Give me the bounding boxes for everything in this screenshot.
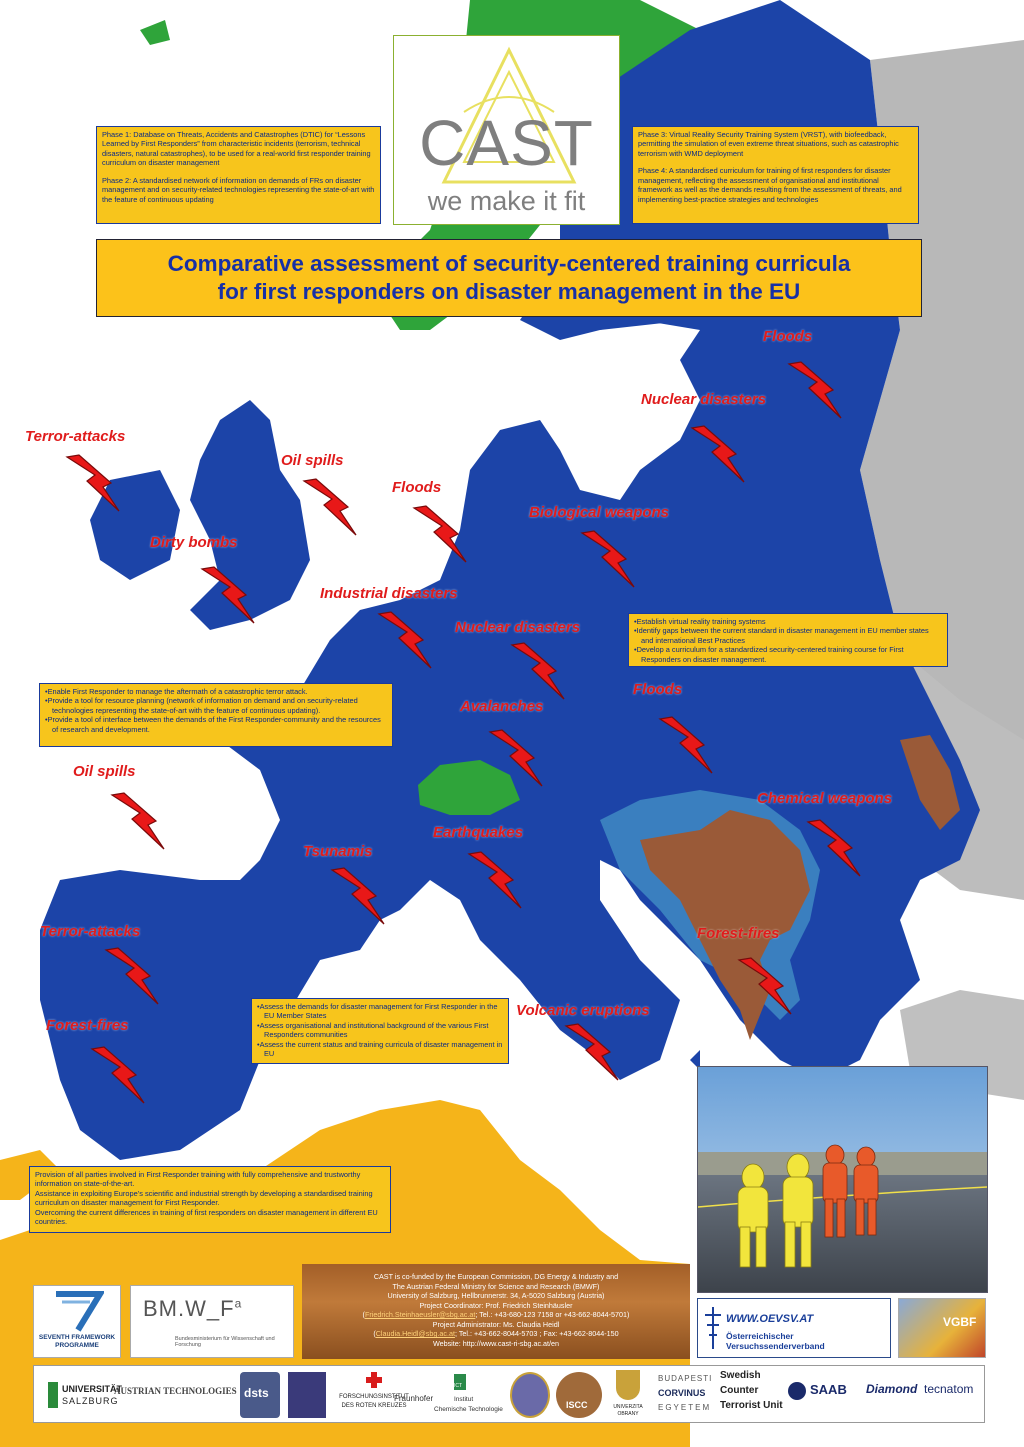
- bolt-icon: [200, 565, 262, 631]
- bolt-icon: [690, 424, 752, 490]
- phase-4-text: Phase 4: A standardised curriculum for training of first responders for disaster management, reflecting the assessment of organisational and institutional framework as well as the demands resulting from the assessment of threats, and implementing best-practice strategies and technologies: [638, 166, 902, 204]
- cast-wordmark: CAST: [419, 107, 594, 179]
- diamond-aircraft-logo: [854, 1378, 920, 1408]
- project-info-box: [302, 1264, 690, 1359]
- uni-salzburg-line-2: SALZBURG: [62, 1396, 119, 1406]
- list-item: • Assess the current status and training curricula of disaster management in EU: [257, 1040, 503, 1059]
- list-item: • Enable First Responder to manage the aftermath of a catastrophic terror attack.: [45, 687, 387, 696]
- bolt-icon: [806, 818, 868, 884]
- cast-tagline: we make it fit: [427, 186, 586, 216]
- red-cross-icon: [366, 1372, 382, 1388]
- list-item: • Provide a tool for resource planning (network of information on demand and on security-related technologies representing the state-of-art with the feature of continuous updating).: [45, 696, 387, 715]
- corvinus-logo: [658, 1372, 718, 1418]
- info-line: University of Salzburg, Hellbrunnerstr. 34, A-5020 Salzburg (Austria): [387, 1291, 605, 1300]
- ict-institute-line-2: Chemische Technologie: [434, 1406, 503, 1413]
- info-line: The Austrian Federal Ministry for Science and Research (BMWF): [392, 1281, 600, 1291]
- hazard-label-terror-spain: Terror-attacks: [40, 923, 141, 940]
- info-line: CAST is co-funded by the European Commission, DG Energy & Industry and: [373, 1272, 619, 1281]
- partner-logo-row: [33, 1365, 985, 1423]
- shield-icon: [616, 1370, 640, 1400]
- list-item: • Establish virtual reality training systems: [634, 617, 942, 626]
- list-item: • Provide a tool of interface between the demands of the First Responder-community and the resources of research and development.: [45, 715, 387, 734]
- vgbf-logo: [898, 1298, 986, 1358]
- iscc-logo: [556, 1372, 602, 1418]
- phase-1-text: Phase 1: Database on Threats, Accidents and Catastrophes (DTIC) for “Lessons Learned by First Responders” from characteristic incidents (terrorism, technical disasters, natural catastrophes), to be used for a real-world first responder training curriculum on disaster management: [102, 130, 371, 168]
- fp7-label-2: PROGRAMME: [55, 1342, 99, 1349]
- hazard-label-forest-balkans: Forest-fires: [697, 925, 780, 942]
- bolt-icon: [412, 504, 474, 570]
- saab-wordmark: SAAB: [810, 1382, 847, 1397]
- phase-box-right: [632, 126, 919, 224]
- hazard-label-chemical: Chemical weapons: [757, 790, 893, 807]
- list-item: • Assess the demands for disaster management for First Responder in the EU Member States: [257, 1002, 503, 1021]
- fp7-seven-icon: [52, 1290, 104, 1332]
- corvinus-line-3: EGYETEM: [658, 1403, 712, 1412]
- provision-line-2: Assistance in exploiting Europe’s scientific and industrial strength by developing a standardised training curriculum on disaster management for First Responder.: [35, 1188, 373, 1208]
- hazard-label-oil-north: Oil spills: [281, 452, 344, 469]
- info-line: (Claudia.Heidl@sbg.ac.at; Tel.: +43-662-8044-5703 ; Fax: +43-662-8044-150: [373, 1329, 619, 1338]
- sctu-line-1: Swedish: [720, 1370, 761, 1381]
- poster-title: [96, 239, 922, 317]
- corvinus-line-1: BUDAPESTI: [658, 1374, 713, 1383]
- vgbf-wordmark: VGBF: [943, 1315, 977, 1329]
- coordinator-email-link[interactable]: Friedrich.Steinhaeusler@sbg.ac.at: [364, 1310, 476, 1319]
- hazmat-photo: [697, 1066, 988, 1293]
- hazard-label-industrial: Industrial disasters: [320, 585, 458, 602]
- univerzita-obrany-logo: [606, 1370, 650, 1422]
- bmwf-logo: [130, 1285, 294, 1358]
- phase-3-text: Phase 3: Virtual Reality Security Training System (VRST), with biofeedback, permitting the simulation of even extreme threat situations, such as catastrophic terrorism with WMD deployment: [638, 130, 899, 158]
- antenna-icon: [702, 1305, 724, 1351]
- bolt-icon: [104, 946, 166, 1012]
- hazard-label-nuclear-north: Nuclear disasters: [641, 391, 767, 408]
- bolt-icon: [580, 529, 642, 595]
- saab-logo: [788, 1378, 850, 1408]
- hazard-label-dirty-bombs: Dirty bombs: [150, 534, 238, 551]
- austrian-technologies-logo: AUSTRIAN TECHNOLOGIES: [114, 1386, 237, 1396]
- uni-salzburg-line-1: UNIVERSITÄT: [62, 1384, 123, 1394]
- fraunhofer-wordmark: Fraunhofer: [394, 1394, 434, 1403]
- hazard-label-floods-east: Floods: [633, 681, 683, 698]
- bolt-icon: [90, 1045, 152, 1111]
- oevsv-logo: [697, 1298, 891, 1358]
- tecnatom-logo: [918, 1380, 984, 1406]
- hazard-label-forest-spain: Forest-fires: [46, 1017, 129, 1034]
- bolt-icon: [488, 728, 550, 794]
- phase-2-text: Phase 2: A standardised network of information on demands of FRs on disaster management and on security-related technologies representing the state-of-art with the feature of continuous updating: [102, 175, 375, 204]
- bolt-icon: [65, 453, 127, 519]
- bolt-icon: [510, 641, 572, 707]
- hazard-label-floods-nl: Floods: [392, 479, 442, 496]
- hazard-label-floods-ne: Floods: [763, 328, 813, 345]
- bmwf-sup: a: [234, 1296, 243, 1311]
- fraunhofer-ict-logo: [394, 1370, 504, 1420]
- ict-institute-line-1: Institut: [454, 1396, 474, 1403]
- sctu-line-3: Terrorist Unit: [720, 1400, 783, 1411]
- list-item: • Develop a curriculum for a standardized security-centered training course for First Responders on disaster management.: [634, 645, 942, 664]
- hazard-label-earthquakes: Earthquakes: [433, 824, 524, 841]
- provision-box: [29, 1166, 391, 1233]
- bolt-icon: [377, 610, 439, 676]
- military-crest-icon: [288, 1372, 326, 1418]
- univerzita-line-2: OBRANY: [617, 1411, 639, 1417]
- sctu-line-2: Counter: [720, 1385, 759, 1396]
- dsts-logo: [240, 1372, 280, 1418]
- iscc-wordmark: ISCC: [566, 1400, 588, 1410]
- tecnatom-wordmark: tecnatom: [924, 1382, 974, 1396]
- info-line: Project Administrator: Ms. Claudia Heidl: [432, 1319, 560, 1329]
- bolt-icon: [302, 477, 364, 543]
- bolt-icon: [737, 956, 799, 1022]
- hazard-label-terror-uk: Terror-attacks: [25, 428, 126, 445]
- fp7-logo: [33, 1285, 121, 1358]
- objectives-box-assess: [251, 998, 509, 1064]
- univerzita-line-1: UNIVERZITA: [613, 1404, 643, 1410]
- red-cross-line-1: FORSCHUNGSINSTITUT: [339, 1394, 409, 1400]
- bolt-icon: [787, 360, 849, 426]
- objectives-box-fr: [39, 683, 393, 747]
- swedish-counter-terrorist-logo: [720, 1370, 790, 1420]
- hazard-label-oil-atlantic: Oil spills: [73, 763, 136, 780]
- provision-line-3: Overcoming the current differences in training of first responders on disaster management in different EU countries.: [35, 1207, 378, 1227]
- bolt-icon: [564, 1022, 626, 1088]
- title-line-2: for first responders on disaster management in the EU: [217, 279, 801, 304]
- list-item: • Assess organisational and institutional background of the various First Responders communities: [257, 1021, 503, 1040]
- bmwf-wordmark: BM.W_F: [143, 1296, 235, 1321]
- hazard-label-avalanches: Avalanches: [460, 698, 544, 715]
- hazard-label-nuclear-central: Nuclear disasters: [455, 619, 581, 636]
- hazard-label-biological: Biological weapons: [529, 504, 670, 521]
- oevsv-name: Österreichischer Versuchssenderverband: [726, 1331, 825, 1351]
- bolt-icon: [110, 791, 172, 857]
- ict-wordmark: ICT: [454, 1383, 463, 1389]
- diamond-wordmark: Diamond: [866, 1382, 918, 1396]
- phase-box-left: [96, 126, 381, 224]
- oevsv-url: WWW.OEVSV.AT: [726, 1313, 814, 1325]
- bolt-icon: [658, 715, 720, 781]
- info-line: Project Coordinator: Prof. Friedrich Steinhäusler: [419, 1300, 573, 1310]
- administrator-email-link[interactable]: Claudia.Heidl@sbg.ac.at: [375, 1329, 455, 1338]
- info-line: (Friedrich.Steinhaeusler@sbg.ac.at; Tel.: +43-680-123 7158 or +43-662-8044-5701): [362, 1310, 630, 1319]
- bmwf-subtitle: Bundesministerium für Wissenschaft und Forschung: [175, 1336, 275, 1348]
- saab-griffin-icon: [788, 1382, 806, 1400]
- dsts-wordmark: dsts: [244, 1386, 269, 1400]
- website-link[interactable]: Website: http://www.cast-ri-sbg.ac.at/en: [432, 1338, 560, 1348]
- provision-line-1: Provision of all parties involved in First Responder training with fully comprehensive and trustworthy information on state-of-the-art.: [35, 1170, 361, 1189]
- list-item: • Identify gaps between the current standard in disaster management in EU member states and international Best Practices: [634, 626, 942, 645]
- fp7-label-1: SEVENTH FRAMEWORK: [38, 1334, 116, 1341]
- hazard-label-volcanic: Volcanic eruptions: [516, 1002, 650, 1019]
- bolt-icon: [330, 866, 392, 932]
- seal-logo-icon: [510, 1372, 550, 1418]
- title-line-1: Comparative assessment of security-centered training curricula: [167, 250, 851, 276]
- red-cross-line-2: DES ROTEN KREUZES: [341, 1403, 407, 1409]
- corvinus-line-2: CORVINUS: [658, 1388, 706, 1398]
- bolt-icon: [467, 850, 529, 916]
- objectives-box-vr: [628, 613, 948, 667]
- hazard-label-tsunamis: Tsunamis: [303, 843, 373, 860]
- cast-logo: [393, 35, 620, 225]
